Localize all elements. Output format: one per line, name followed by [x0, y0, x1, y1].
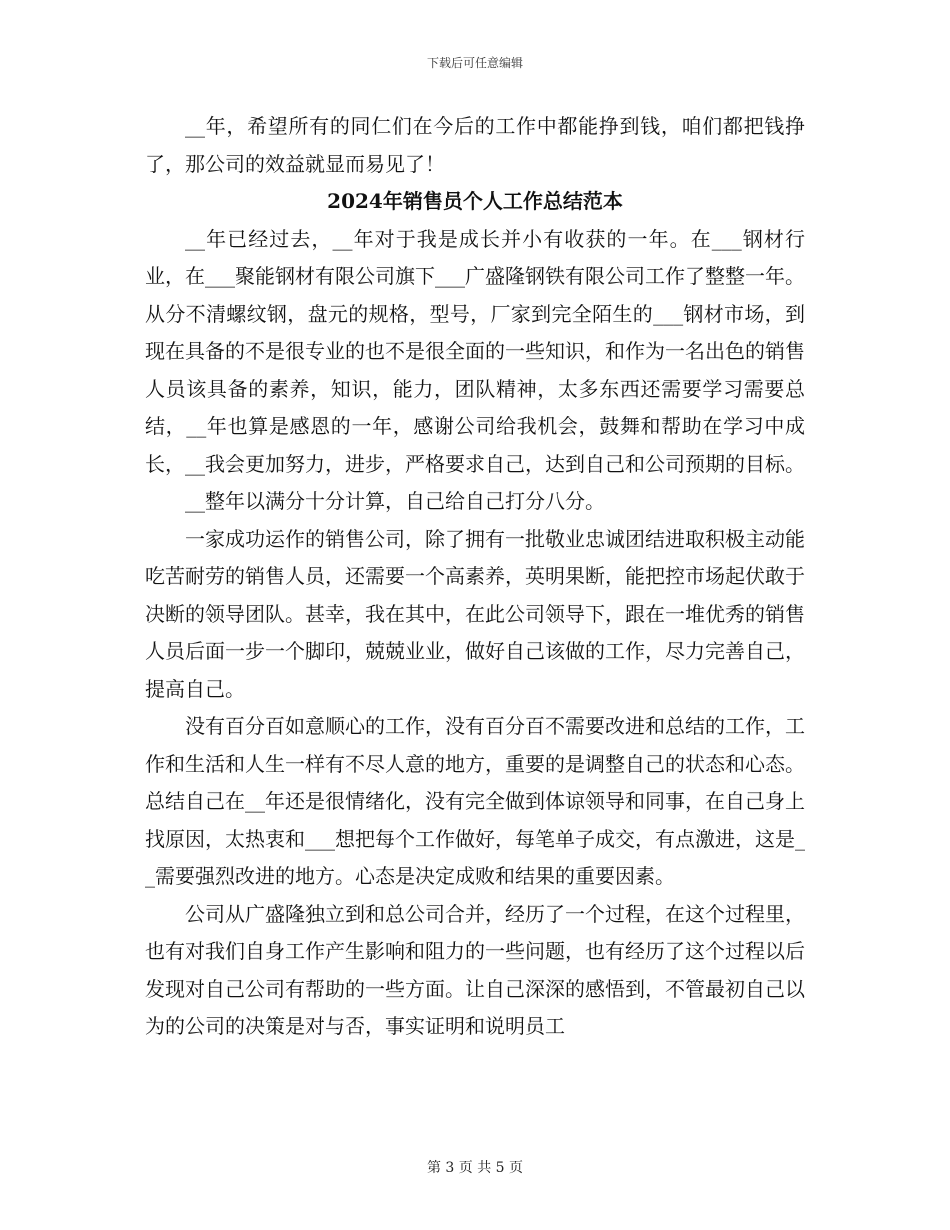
body-paragraph: 没有百分百如意顺心的工作，没有百分百不需要改进和总结的工作，工作和生活和人生一样有不尽人意的地方，重要的是调整自己的状态和心态。总结自己在__年还是很情绪化，没有完全做到体谅领导和同事，在自己身上找原因，太热衷和___想把每个工作做好，每笔单子成交，有点激进，这是__需要强烈改进的地方。心态是决定成败和结果的重要因素。	[145, 714, 805, 888]
body-paragraph: __整年以满分十分计算，自己给自己打分八分。	[185, 489, 605, 513]
document-body	[145, 108, 805, 1046]
body-paragraph: __年已经过去，__年对于我是成长并小有收获的一年。在___钢材行业，在___聚能钢材有限公司旗下___广盛隆钢铁有限公司工作了整整一年。从分不清螺纹钢，盘元的规格，型号，厂家到完全陌生的___钢材市场，到现在具备的不是很专业的也不是很全面的一些知识，和作为一名出色的销售人员该具备的素养，知识，能力，团队精神，太多东西还需要学习需要总结，__年也算是感恩的一年，感谢公司给我机会，鼓舞和帮助在学习中成长，__我会更加努力，进步，严格要求自己，达到自己和公司预期的目标。	[145, 226, 805, 476]
body-paragraph: 公司从广盛隆独立到和总公司合并，经历了一个过程，在这个过程里，也有对我们自身工作产生影响和阻力的一些问题，也有经历了这个过程以后发现对自己公司有帮助的一些方面。让自己深深的感悟到，不管最初自己以为的公司的决策是对与否，事实证明和说明员工	[145, 901, 805, 1038]
intro-paragraph: __年，希望所有的同仁们在今后的工作中都能挣到钱，咱们都把钱挣了，那公司的效益就显而易见了！	[145, 114, 805, 176]
document-title: 2024年销售员个人工作总结范本	[327, 189, 623, 213]
body-paragraph: 一家成功运作的销售公司，除了拥有一批敬业忠诚团结进取积极主动能吃苦耐劳的销售人员，还需要一个高素养，英明果断，能把控市场起伏敢于决断的领导团队。甚幸，我在其中，在此公司领导下，跟在一堆优秀的销售人员后面一步一个脚印，兢兢业业，做好自己该做的工作，尽力完善自己，提高自己。	[145, 526, 805, 701]
page-header-note: 下载后可任意编辑	[426, 56, 523, 70]
page-number: 第 3 页 共 5 页	[426, 1160, 524, 1176]
